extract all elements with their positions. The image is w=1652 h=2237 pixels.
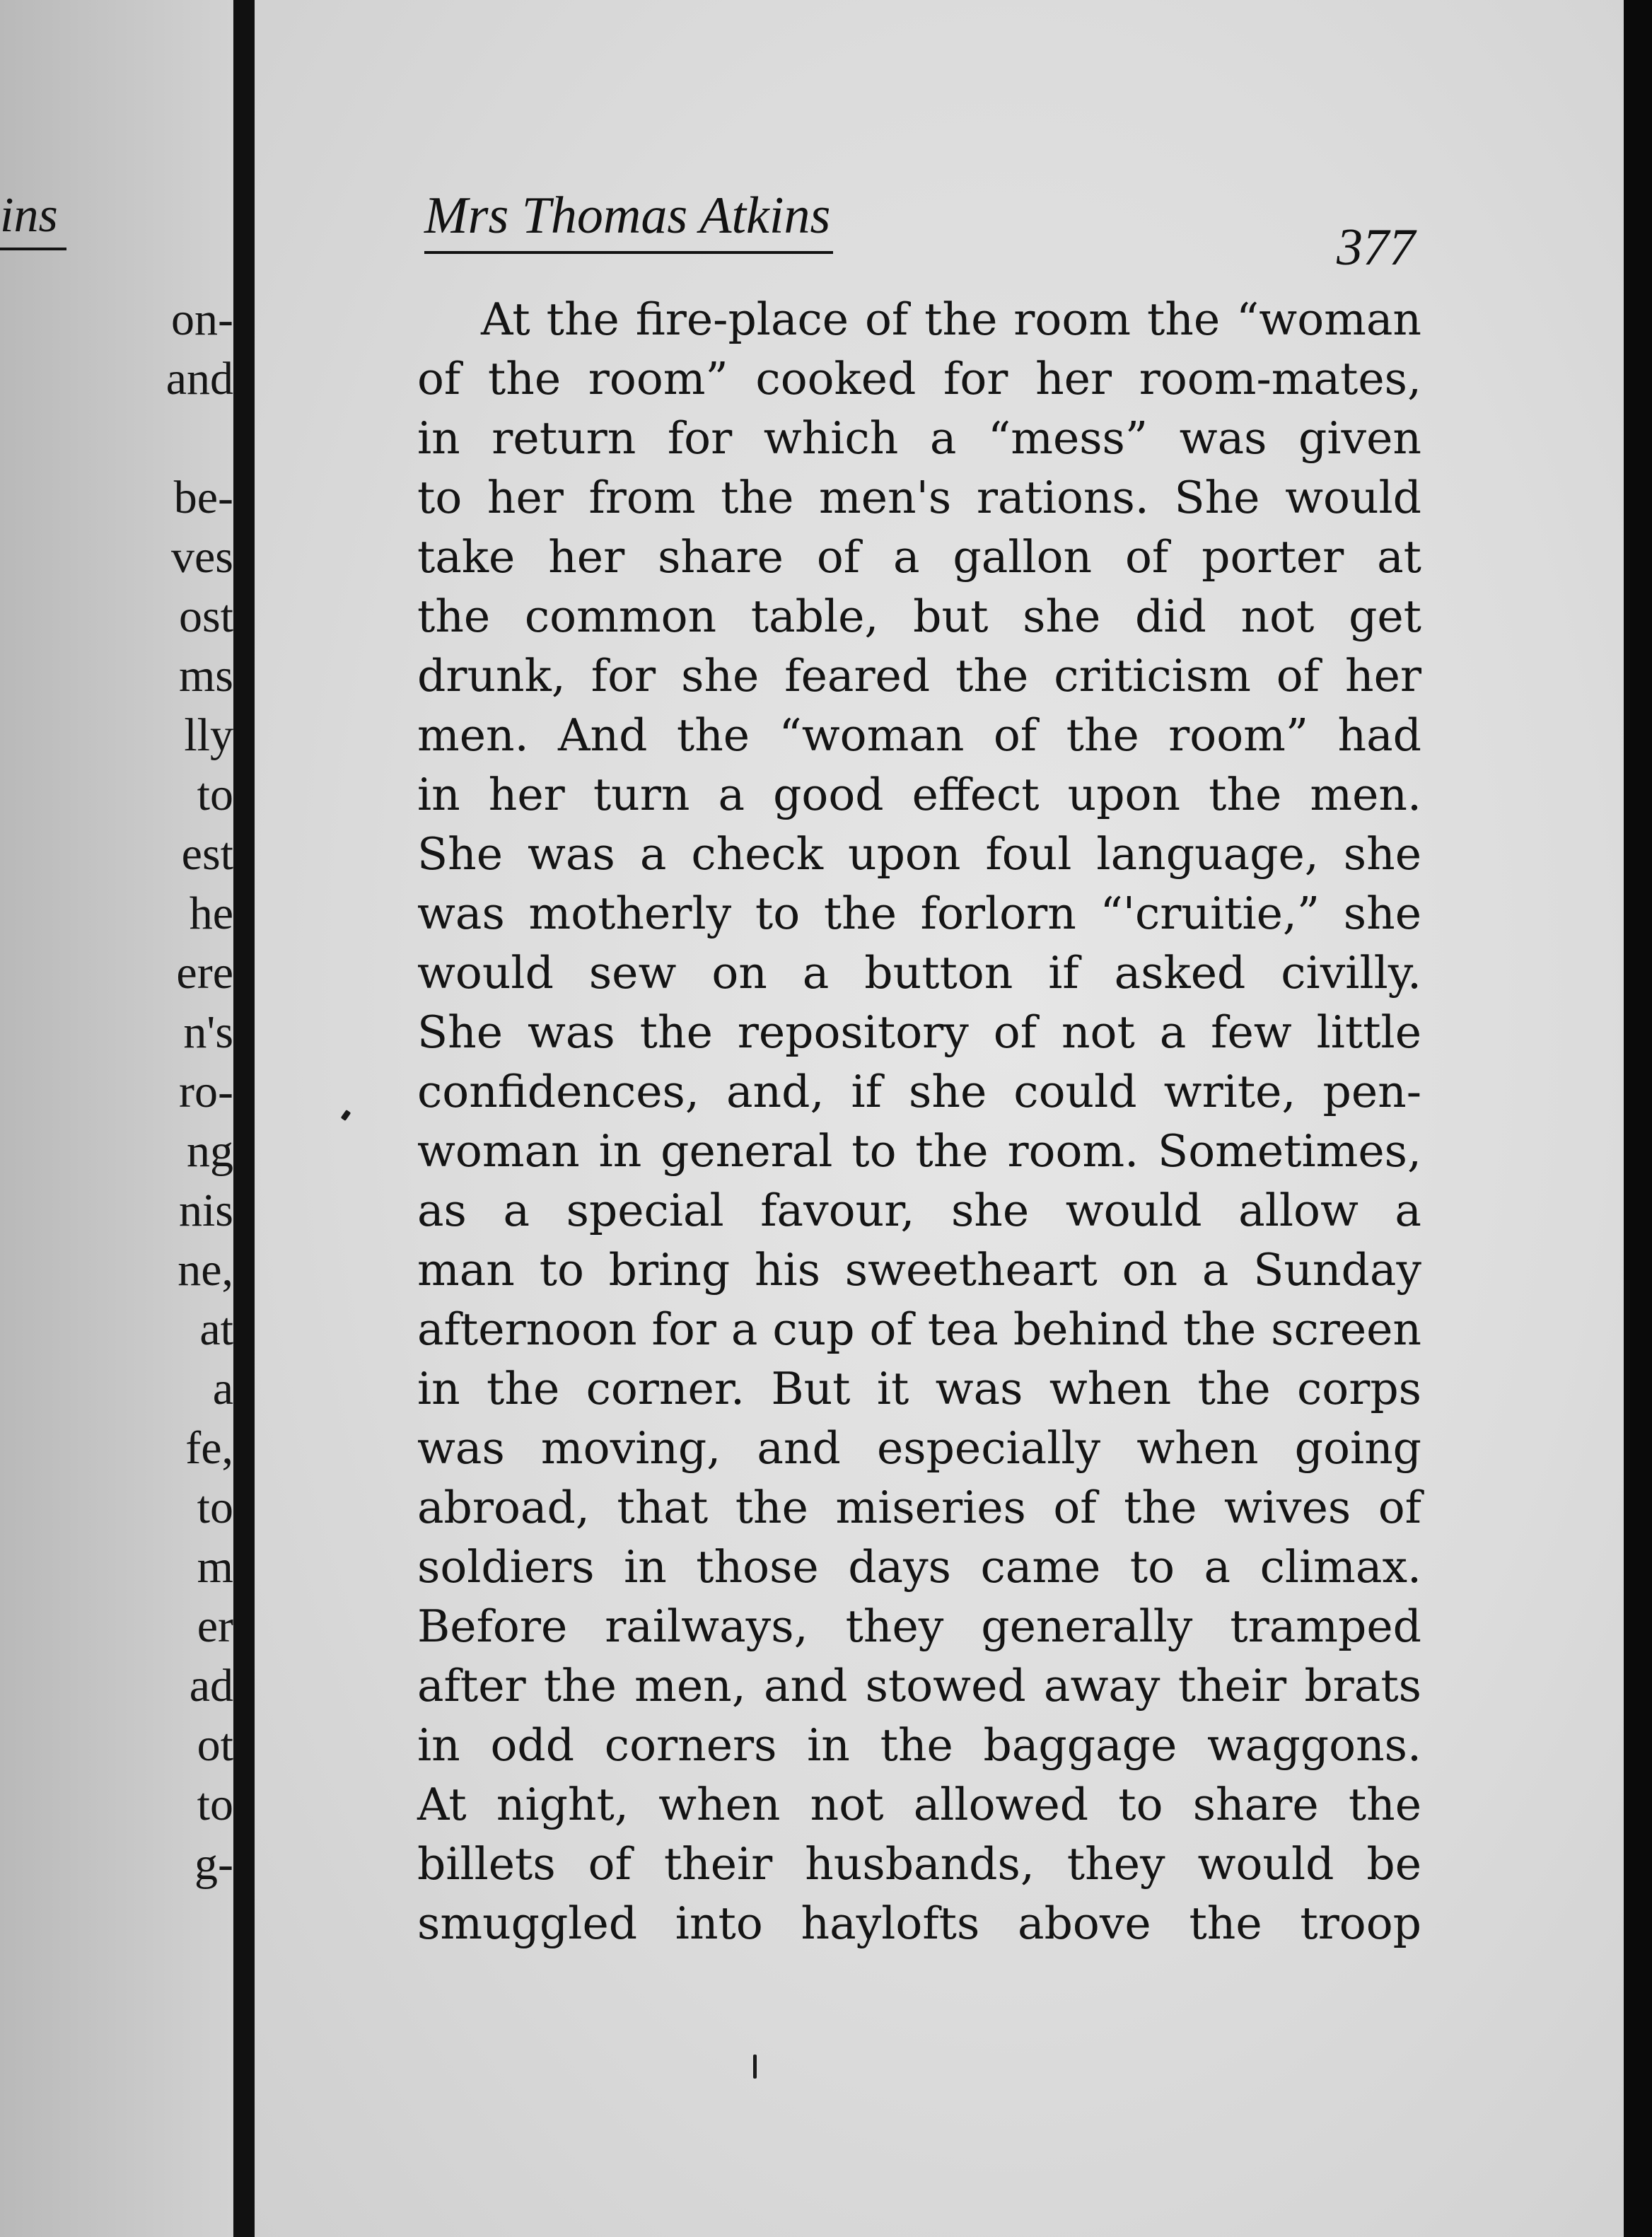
running-head: Mrs Thomas Atkins [424,180,833,254]
left-line-fragment: on- [171,294,233,345]
left-line-fragment: ms [178,650,233,702]
text-line: smuggled into haylofts above the troop [417,1898,1421,1949]
text-line: woman in general to the room. Sometimes, [417,1125,1421,1177]
left-line-fragment: er [197,1600,233,1652]
left-line-fragment: a [212,1363,233,1414]
left-running-head-fragment: ins [0,184,66,250]
text-line: afternoon for a cup of tea behind the screen [417,1303,1421,1355]
left-line-fragment: ro- [179,1066,233,1117]
scan-speck [753,2055,757,2079]
scan-border [1624,0,1652,2237]
text-line: man to bring his sweetheart on a Sunday [417,1244,1421,1296]
text-line: as a special favour, she would allow a [417,1185,1421,1236]
left-line-fragment: est [181,828,233,880]
text-line: soldiers in those days came to a climax. [417,1541,1421,1593]
text-line: At night, when not allowed to share the [417,1779,1421,1830]
left-page-text-column [0,290,233,1894]
text-line: in return for which a “mess” was given [417,412,1421,464]
text-line: in the corner. But it was when the corps [417,1363,1421,1414]
text-line: take her share of a gallon of porter at [417,531,1421,583]
text-line: was motherly to the forlorn “'cruitie,” she [417,888,1421,939]
left-line-fragment: ere [176,947,233,999]
left-line-fragment: at [199,1303,233,1355]
text-line: the common table, but she did not get [417,591,1421,642]
left-line-fragment: lly [184,709,233,761]
left-line-fragment: ad [189,1660,233,1712]
body-text [417,290,1421,1953]
book-gutter [233,0,255,2237]
page-number: 377 [1337,219,1415,277]
left-line-fragment: ng [187,1125,233,1177]
left-line-fragment: fe, [185,1422,233,1474]
text-line: drunk, for she feared the criticism of her [417,650,1421,702]
left-line-fragment: be- [173,472,233,523]
text-line: in her turn a good effect upon the men. [417,769,1421,820]
left-line-fragment: m [197,1541,233,1593]
left-line-fragment: nis [178,1185,233,1236]
text-line: men. And the “woman of the room” had [417,709,1421,761]
text-line: to her from the men's rations. She would [417,472,1421,523]
text-line: of the room” cooked for her room-mates, [417,353,1421,405]
text-line: would sew on a button if asked civilly. [417,947,1421,999]
left-line-fragment: n's [183,1006,233,1058]
left-page-fragment [0,0,233,2237]
left-line-fragment: he [189,888,233,939]
scan-speck [341,1110,351,1121]
left-line-fragment: ost [178,591,233,642]
text-line: billets of their husbands, they would be [417,1838,1421,1890]
left-line-fragment: to [197,1779,233,1830]
left-line-fragment: g- [194,1838,233,1890]
right-page [255,0,1624,2237]
left-line-fragment: to [197,769,233,820]
left-line-fragment: ne, [178,1244,233,1296]
text-line: after the men, and stowed away their brats [417,1660,1421,1712]
text-line: She was a check upon foul language, she [417,828,1421,880]
left-line-fragment [166,409,233,468]
text-line: abroad, that the miseries of the wives of [417,1482,1421,1533]
text-line: At the fire-place of the room the “woman [481,294,1421,345]
left-line-fragment: ves [171,531,233,583]
left-line-fragment: and [165,353,233,405]
left-line-fragment: to [197,1482,233,1533]
text-line: was moving, and especially when going [417,1422,1421,1474]
left-line-fragment: ot [197,1719,233,1771]
text-line: Before railways, they generally tramped [417,1600,1421,1652]
text-line: confidences, and, if she could write, pen- [417,1066,1421,1117]
text-line: in odd corners in the baggage waggons. [417,1719,1421,1771]
text-line: She was the repository of not a few little [417,1006,1421,1058]
